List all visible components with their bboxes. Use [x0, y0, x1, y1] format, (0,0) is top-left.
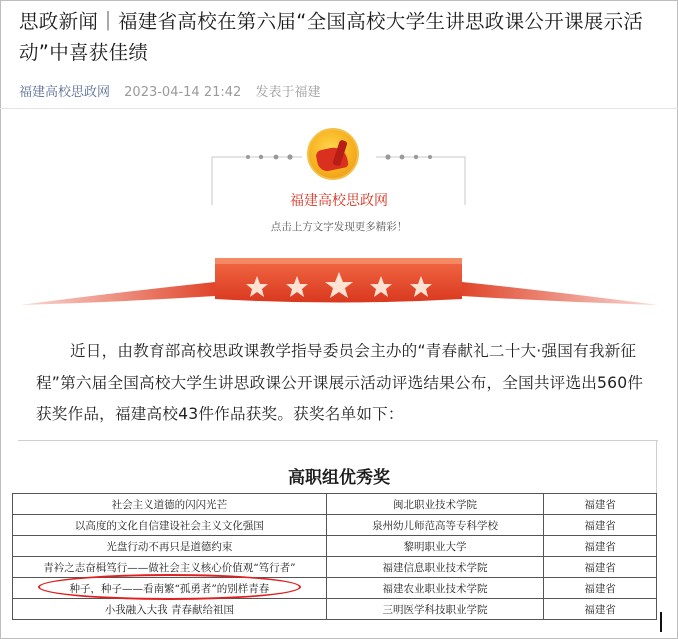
highlight-oval [38, 574, 301, 600]
school-name: 三明医学科技职业学院 [326, 599, 544, 620]
province: 福建省 [544, 515, 657, 536]
province: 福建省 [544, 494, 657, 515]
source-link[interactable]: 福建高校思政网 [19, 85, 111, 100]
article-title: 思政新闻｜福建省高校在第六届“全国高校大学生讲思政课公开课展示活动”中喜获佳绩 [19, 10, 644, 64]
award-section-title: 高职组优秀奖 [288, 468, 390, 488]
table-row [13, 599, 657, 620]
work-title: 光盘行动不再只是道德约束 [13, 536, 327, 557]
work-title: 青衿之志奋楫笃行——做社会主义核心价值观“笃行者” [13, 557, 327, 578]
school-name: 泉州幼儿师范高等专科学校 [326, 515, 544, 536]
follow-hint: 点击上方文字发现更多精彩！ [270, 221, 408, 233]
table-row [13, 557, 657, 578]
text-cursor [660, 612, 662, 632]
school-name: 黎明职业大学 [326, 536, 544, 557]
awards-table [12, 493, 657, 620]
province: 福建省 [544, 599, 657, 620]
publish-datetime: 2023-04-14 21:42 [124, 85, 242, 100]
follow-brand-name[interactable]: 福建高校思政网 [290, 193, 388, 209]
province: 福建省 [544, 578, 657, 599]
work-title: 社会主义道德的闪闪光芒 [13, 494, 327, 515]
work-title: 小我融入大我 青春献给祖国 [13, 599, 327, 620]
publish-location: 发表于福建 [255, 85, 321, 100]
table-row [13, 515, 657, 536]
table-row [13, 536, 657, 557]
screenshot-edge-top [18, 440, 658, 441]
work-title: 种子，种子——看南繁“孤勇者”的别样青春 [13, 578, 327, 599]
province: 福建省 [544, 536, 657, 557]
school-name: 福建农业职业技术学院 [326, 578, 544, 599]
school-name: 福建信息职业技术学院 [326, 557, 544, 578]
intro-text: 近日，由教育部高校思政课教学指导委员会主办的“青春献礼二十大·强国有我新征程”第六届全国高校大学生讲思政课公开课展示活动评选结果公布，全国共评选出560件获奖作品，福建高校43件作品获奖。获奖名单如下： [36, 342, 644, 423]
table-row [13, 494, 657, 515]
intro-paragraph [36, 336, 656, 431]
province: 福建省 [544, 557, 657, 578]
school-name: 闽北职业技术学院 [326, 494, 544, 515]
work-title: 以高度的文化自信建设社会主义文化强国 [13, 515, 327, 536]
